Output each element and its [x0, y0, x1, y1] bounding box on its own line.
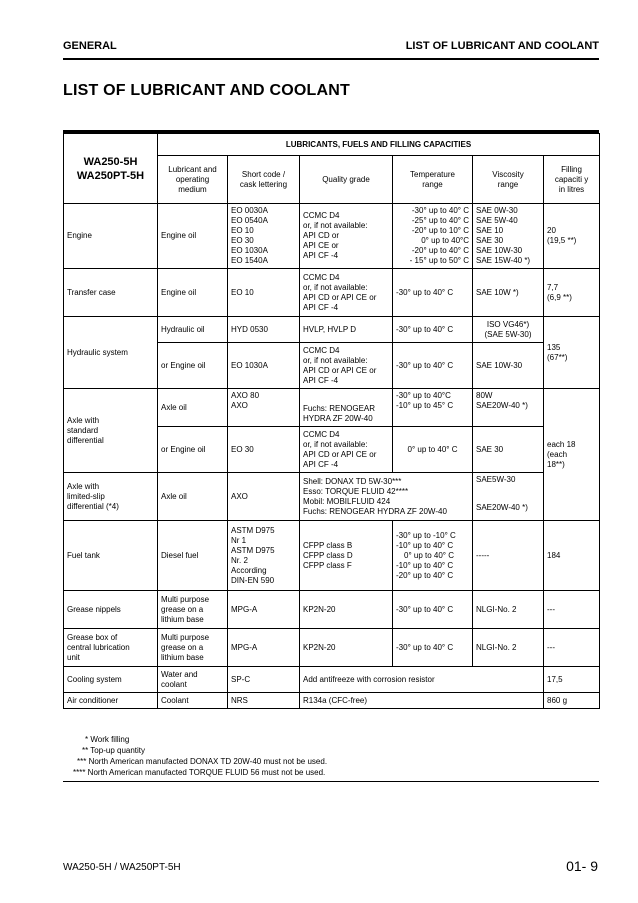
temp-cell: -30° up to 40° C	[393, 629, 473, 667]
component-cell: Axle with standard differential	[64, 389, 158, 473]
temp-cell: -30° up to 40°C -10° up to 45° C	[393, 389, 473, 427]
footnote-work-filling: * Work filling	[85, 735, 130, 744]
table-row-cooling	[64, 667, 600, 693]
visc-cell: SAE 10W-30	[473, 343, 544, 389]
table-row-engine	[64, 204, 600, 269]
medium-cell: Water and coolant	[158, 667, 228, 693]
grade-cell: KP2N-20	[300, 629, 393, 667]
code-cell: EO 30	[228, 427, 300, 473]
header-chapter-label: LIST OF LUBRICANT AND COOLANT	[405, 40, 599, 52]
visc-cell: SAE5W-30 SAE20W-40 *)	[473, 473, 544, 521]
code-cell: AXO	[228, 473, 300, 521]
fill-cell: each 18 (each 18**)	[544, 389, 600, 521]
code-cell: EO 10	[228, 269, 300, 317]
grade-cell: Add antifreeze with corrosion resistor	[300, 667, 544, 693]
table-row-axle-limited-slip	[64, 473, 600, 521]
code-cell: MPG-A	[228, 629, 300, 667]
code-cell: NRS	[228, 693, 300, 709]
col-header-medium: Lubricant and operating medium	[158, 156, 228, 204]
lubricant-table	[63, 133, 600, 709]
visc-cell: SAE 10W *)	[473, 269, 544, 317]
code-cell: AXO 80 AXO	[228, 389, 300, 427]
medium-cell: or Engine oil	[158, 427, 228, 473]
model-cell	[64, 134, 158, 204]
medium-cell: Coolant	[158, 693, 228, 709]
grade-cell: CFPP class B CFPP class D CFPP class F	[300, 521, 393, 591]
component-cell: Grease box of central lubrication unit	[64, 629, 158, 667]
component-cell: Axle with limited-slip differential (*4)	[64, 473, 158, 521]
visc-cell: ISO VG46*) (SAE 5W-30)	[473, 317, 544, 343]
col-header-fill: Filling capaciti y in litres	[544, 156, 600, 204]
grade-cell: Fuchs: RENOGEAR HYDRA ZF 20W-40	[300, 389, 393, 427]
fill-cell: ---	[544, 629, 600, 667]
col-header-visc: Viscosity range	[473, 156, 544, 204]
medium-cell: Engine oil	[158, 204, 228, 269]
footnote-torque-fluid: **** North American manufacted TORQUE FLUID 56 must not be used.	[73, 768, 326, 777]
col-header-grade: Quality grade	[300, 156, 393, 204]
grade-cell: CCMC D4 or, if not available: API CD or API CE or API CF -4	[300, 343, 393, 389]
component-cell: Transfer case	[64, 269, 158, 317]
code-cell: MPG-A	[228, 591, 300, 629]
fill-cell: 184	[544, 521, 600, 591]
code-cell: HYD 0530	[228, 317, 300, 343]
component-cell: Cooling system	[64, 667, 158, 693]
table-row-axle-standard	[64, 389, 600, 427]
component-cell: Fuel tank	[64, 521, 158, 591]
fill-cell: 17,5	[544, 667, 600, 693]
grade-cell: KP2N-20	[300, 591, 393, 629]
visc-cell: SAE 30	[473, 427, 544, 473]
grade-cell: R134a (CFC-free)	[300, 693, 544, 709]
model-line-1: WA250-5H	[83, 155, 138, 168]
footnote-donax: *** North American manufacted DONAX TD 20W-40 must not be used.	[77, 757, 328, 766]
temp-cell: -30° up to -10° C -10° up to 40° C 0° up to 40° C -10° up to 40° C -20° up to 40° C	[393, 521, 473, 591]
medium-cell: Diesel fuel	[158, 521, 228, 591]
col-header-code: Short code / cask lettering	[228, 156, 300, 204]
header-section-label: GENERAL	[63, 40, 117, 52]
page-title: LIST OF LUBRICANT AND COOLANT	[63, 82, 350, 99]
table-row-transfer-case	[64, 269, 600, 317]
code-cell: ASTM D975 Nr 1 ASTM D975 Nr. 2 According DIN-EN 590	[228, 521, 300, 591]
group-header: LUBRICANTS, FUELS AND FILLING CAPACITIES	[158, 134, 600, 156]
temp-cell: -30° up to 40° C	[393, 591, 473, 629]
page-header	[63, 38, 599, 60]
medium-cell: Axle oil	[158, 473, 228, 521]
medium-cell: or Engine oil	[158, 343, 228, 389]
visc-cell: -----	[473, 521, 544, 591]
table-row-hydraulic	[64, 317, 600, 343]
medium-cell: Multi purpose grease on a lithium base	[158, 591, 228, 629]
table-row-aircon	[64, 693, 600, 709]
model-line-2: WA250PT-5H	[76, 169, 145, 182]
code-cell: EO 1030A	[228, 343, 300, 389]
fill-cell: ---	[544, 591, 600, 629]
visc-cell: 80W SAE20W-40 *)	[473, 389, 544, 427]
table-row-fuel-tank	[64, 521, 600, 591]
page-number: 01- 9	[566, 858, 598, 874]
grade-cell: HVLP, HVLP D	[300, 317, 393, 343]
component-cell: Air conditioner	[64, 693, 158, 709]
temp-cell: -30° up to 40° C	[393, 269, 473, 317]
footnotes	[63, 734, 599, 782]
component-cell: Grease nippels	[64, 591, 158, 629]
component-cell: Engine	[64, 204, 158, 269]
temp-cell: 0° up to 40° C	[393, 427, 473, 473]
visc-cell: NLGI-No. 2	[473, 591, 544, 629]
medium-cell: Multi purpose grease on a lithium base	[158, 629, 228, 667]
medium-cell: Engine oil	[158, 269, 228, 317]
grade-cell: CCMC D4 or, if not available: API CD or API CE or API CF -4	[300, 427, 393, 473]
fill-cell: 860 g	[544, 693, 600, 709]
temp-cell: -30° up to 40° C	[393, 343, 473, 389]
fill-cell: 135 (67**)	[544, 317, 600, 389]
footnote-top-up: ** Top-up quantity	[82, 746, 146, 755]
table-row-grease-nippels	[64, 591, 600, 629]
code-cell: SP-C	[228, 667, 300, 693]
col-header-temp: Temperature range	[393, 156, 473, 204]
grade-cell: CCMC D4 or, if not available: API CD or API CE or API CF -4	[300, 269, 393, 317]
code-cell: EO 0030A EO 0540A EO 10 EO 30 EO 1030A EO 1540A	[228, 204, 300, 269]
temp-cell: -30° up to 40° C -25° up to 40° C -20° up to 10° C 0° up to 40°C -20° up to 40° C - 15° up to 50° C	[393, 204, 473, 269]
visc-cell: NLGI-No. 2	[473, 629, 544, 667]
fill-cell: 7,7 (6,9 **)	[544, 269, 600, 317]
temp-cell: -30° up to 40° C	[393, 317, 473, 343]
footer-model: WA250-5H / WA250PT-5H	[63, 862, 181, 873]
component-cell: Hydraulic system	[64, 317, 158, 389]
medium-cell: Axle oil	[158, 389, 228, 427]
table-row-grease-box	[64, 629, 600, 667]
visc-cell: SAE 0W-30 SAE 5W-40 SAE 10 SAE 30 SAE 10W-30 SAE 15W-40 *)	[473, 204, 544, 269]
medium-cell: Hydraulic oil	[158, 317, 228, 343]
grade-cell: Shell: DONAX TD 5W-30*** Esso: TORQUE FLUID 42**** Mobil: MOBILFLUID 424 Fuchs: RENOGEAR HYDRA ZF 20W-40	[300, 473, 473, 521]
fill-cell: 20 (19,5 **)	[544, 204, 600, 269]
grade-cell: CCMC D4 or, if not available: API CD or API CE or API CF -4	[300, 204, 393, 269]
